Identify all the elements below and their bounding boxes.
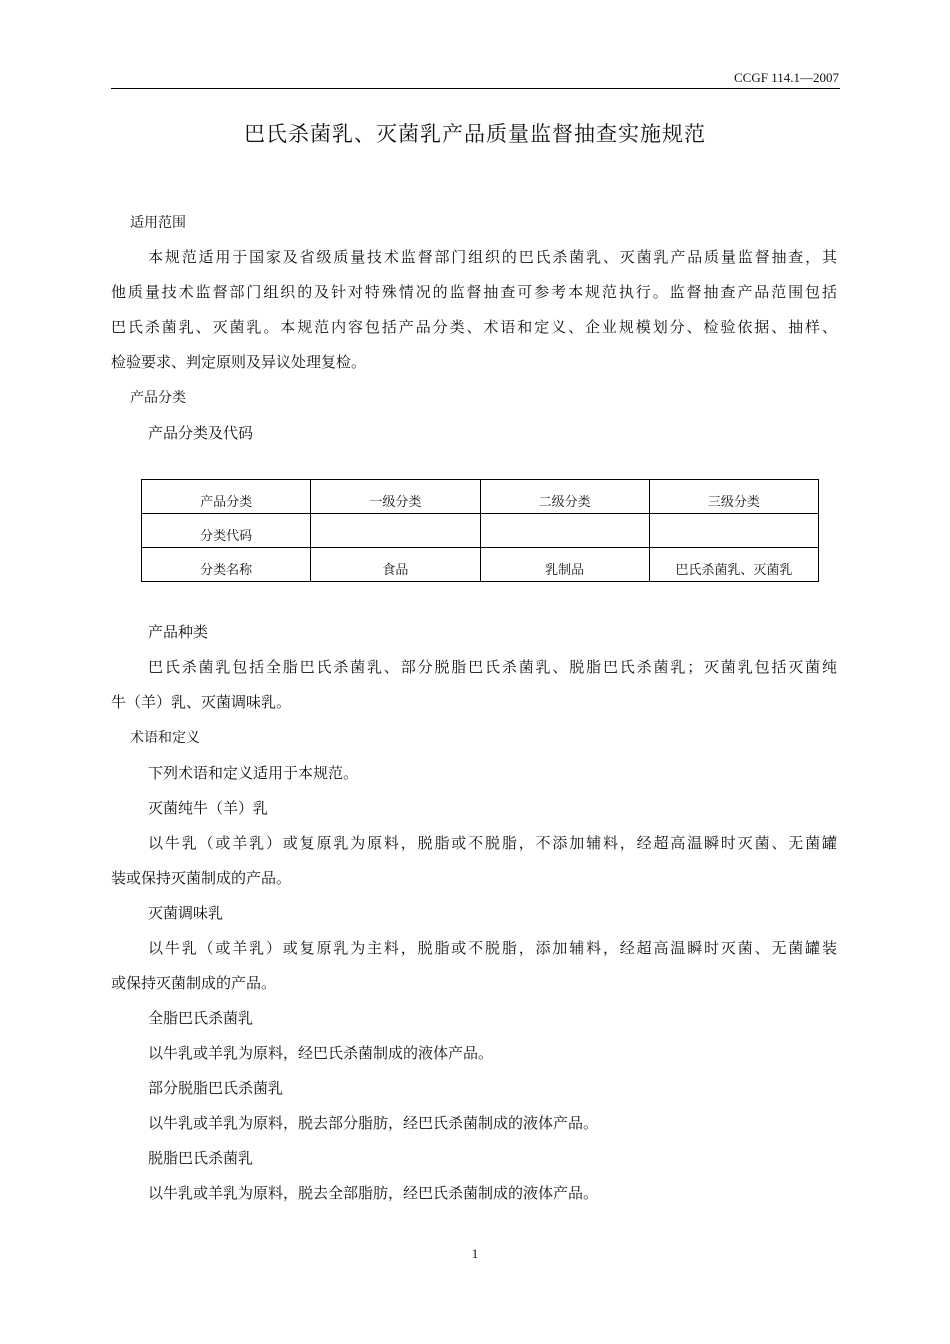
types-line: 牛（羊）乳、灭菌调味乳。 [111, 693, 292, 711]
section-heading-scope: 适用范围 [130, 215, 186, 231]
table-cell: 二级分类 [480, 480, 649, 514]
term-title: 脱脂巴氏杀菌乳 [148, 1149, 254, 1167]
table-cell: 分类代码 [142, 514, 311, 548]
page-title: 巴氏杀菌乳、灭菌乳产品质量监督抽查实施规范 [244, 122, 706, 146]
term-definition: 以牛乳或羊乳为原料，脱去全部脂肪，经巴氏杀菌制成的液体产品。 [148, 1184, 599, 1202]
term-title: 灭菌纯牛（羊）乳 [148, 799, 269, 817]
term-definition: 或保持灭菌制成的产品。 [111, 974, 277, 992]
table-cell: 产品分类 [142, 480, 311, 514]
term-title: 部分脱脂巴氏杀菌乳 [148, 1079, 284, 1097]
table-cell: 分类名称 [142, 548, 311, 582]
term-title: 灭菌调味乳 [148, 904, 224, 922]
section-heading-terms: 术语和定义 [130, 730, 200, 746]
table-cell [480, 514, 649, 548]
page-number: 1 [471, 1246, 479, 1261]
subheading-classification-code: 产品分类及代码 [148, 424, 254, 442]
scope-line: 本规范适用于国家及省级质量技术监督部门组织的巴氏杀菌乳、灭菌乳产品质量监督抽查，其 [148, 248, 837, 266]
table-cell [649, 514, 818, 548]
types-line: 巴氏杀菌乳包括全脂巴氏杀菌乳、部分脱脂巴氏杀菌乳、脱脂巴氏杀菌乳；灭菌乳包括灭菌纯 [148, 658, 837, 676]
header-rule [111, 88, 840, 89]
table-cell: 巴氏杀菌乳、灭菌乳 [649, 548, 818, 582]
standard-code: CCGF 114.1—2007 [734, 70, 839, 85]
table-cell: 一级分类 [311, 480, 480, 514]
table-cell: 三级分类 [649, 480, 818, 514]
table-cell [311, 514, 480, 548]
section-heading-classification: 产品分类 [130, 390, 186, 406]
scope-line: 检验要求、判定原则及异议处理复检。 [111, 353, 367, 371]
term-definition: 装或保持灭菌制成的产品。 [111, 869, 292, 887]
term-definition: 以牛乳（或羊乳）或复原乳为主料，脱脂或不脱脂，添加辅料，经超高温瞬时灭菌、无菌罐装 [148, 939, 837, 957]
table-cell: 食品 [311, 548, 480, 582]
subheading-product-types: 产品种类 [148, 623, 209, 641]
table-row [142, 548, 819, 582]
table-row [142, 514, 819, 548]
term-title: 全脂巴氏杀菌乳 [148, 1009, 254, 1027]
table-row [142, 480, 819, 514]
scope-line: 他质量技术监督部门组织的及针对特殊情况的监督抽查可参考本规范执行。监督抽查产品范围包括 [111, 283, 837, 301]
terms-intro: 下列术语和定义适用于本规范。 [148, 764, 359, 782]
term-definition: 以牛乳或羊乳为原料，经巴氏杀菌制成的液体产品。 [148, 1044, 494, 1062]
table-cell: 乳制品 [480, 548, 649, 582]
classification-table [141, 479, 819, 582]
scope-line: 巴氏杀菌乳、灭菌乳。本规范内容包括产品分类、术语和定义、企业规模划分、检验依据、抽样、 [111, 318, 837, 336]
term-definition: 以牛乳或羊乳为原料，脱去部分脂肪，经巴氏杀菌制成的液体产品。 [148, 1114, 599, 1132]
term-definition: 以牛乳（或羊乳）或复原乳为原料，脱脂或不脱脂，不添加辅料，经超高温瞬时灭菌、无菌罐 [148, 834, 837, 852]
